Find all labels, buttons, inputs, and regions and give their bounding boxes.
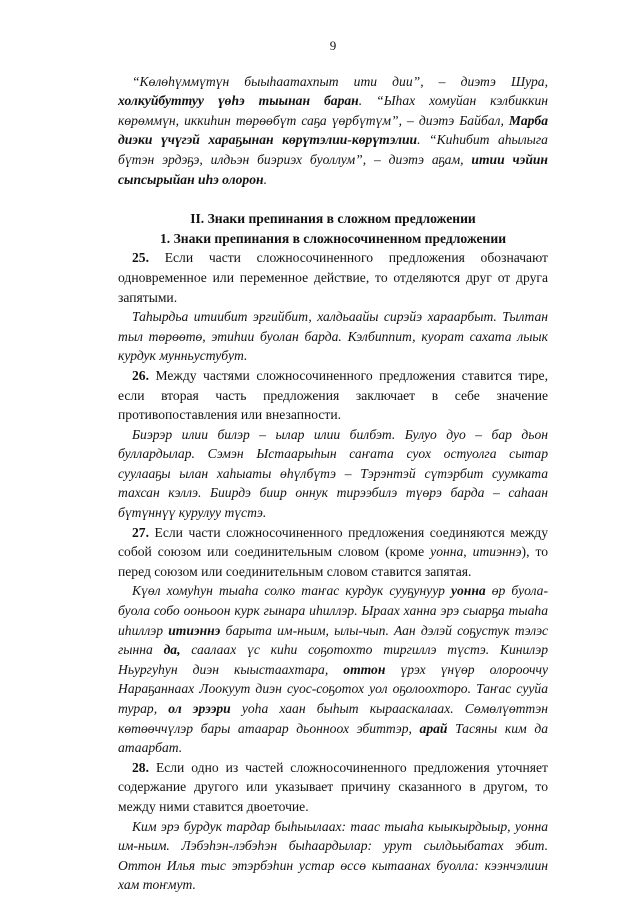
example-bold: итиэннэ	[168, 622, 221, 638]
section-subtitle: 1. Знаки препинания в сложносочиненном предложении	[159, 230, 507, 246]
rule-text: ), то перед союзом или соединительным словом ставится запятая.	[118, 544, 549, 579]
section-title: II. Знаки препинания в сложном предложении	[190, 211, 476, 227]
rule-text: Если одно из частей сложносочиненного предложения уточняет содержание другого или указывает причину сказанного в другом, то между ними ставится двоеточие.	[118, 759, 548, 814]
page-number: 9	[329, 38, 337, 53]
example-bold: да,	[163, 642, 181, 658]
rule-28	[118, 758, 548, 817]
example-bold: итии чэйин сыпсырыйан иһэ олорон	[118, 151, 548, 187]
example-text: . “Ыһах хомуйан кэлбиккин көрөммүн, иккиһин төрөөбүт саҕа үөрбүтүм”, – диэтэ Байбал,	[118, 93, 548, 128]
rule-27	[118, 523, 548, 582]
example-text: саалаах үс киһи соҕотохто тиргиллэ түстэ. Кинилэр Ньургуһун диэн кыыстаахтара,	[118, 642, 548, 677]
rule-number: 25.	[132, 250, 149, 266]
example-text: Күөл хомуһун тыаһа солко таҥас курдук сууҕунуур	[132, 583, 451, 599]
rule-25	[118, 248, 548, 307]
rule-text: Если части сложносочиненного предложения обозначают одновременное или переменное действие, то отделяются друг от друга запятыми.	[118, 250, 548, 305]
example-text: уоһа хаан быһыт кырааскалаах. Сөмөлүөттэн көтөөччүлэр бары атаарар дьонноох эбиттэр,	[118, 701, 548, 736]
rule-26	[118, 366, 548, 425]
rule-text: Между частями сложносочиненного предложения ставится тире, если вторая часть предложения заключает в себе значение противопоставления или внезапности.	[118, 367, 548, 423]
example-text: . “Киһибит аһылыга бүтэн эрдэҕэ, илдьэн биэриэх буоллум”, – диэтэ аҕам,	[118, 132, 548, 167]
example-text: өр буола-буола собо ооньоон курк гынара иһиллэр. Ыраах ханна эрэ сыарҕа тыаһа иһиллэр	[118, 583, 548, 638]
rule-number: 27.	[132, 524, 149, 540]
example-text: Тасяны ким да атаарбат.	[118, 720, 548, 756]
example-bold: холкуйбуттуу үөһэ тыынан баран	[118, 93, 359, 109]
example-bold: уонна	[450, 583, 486, 599]
rule-text: ,	[463, 544, 473, 560]
example-bold: Марба диэки үчүгэй хараҕынан көрүтэлии-көрүтэлии	[118, 112, 548, 148]
rule-italic-word: уонна	[430, 544, 464, 560]
example-text: үрэх үнүөр олорооччу Нараҕаннаах Лоокуут диэн суос-соҕотох уол оҕолоохторо. Таҥас сууйа турар,	[118, 661, 548, 716]
rule-26-example: Биэрэр илии билэр – ылар илии билбэт. Булуо дуо – бар дьон буллардылар. Сэмэн Ыстаарыһын саҥата суох остуолга сытар суулааҕы ылан хаһыаты өһүлбүтэ – Тэрэнтэй сүтэрбит суумката тахсан кэллэ. Биирдэ биир оннук тирээбилэ түөрэ барда – саһаан бүтүннүү курулуу түстэ.	[118, 426, 548, 521]
example-bold: ол эрээри	[168, 701, 231, 716]
rule-28-example: Ким эрэ бурдук тардар быһыылаах: таас тыаһа кыыкырдыыр, уонна им-ньим. Лэбэһэн-лэбэһэн быһаардылар: урут сылдьыбатах эбит. Оттон Илья тыс этэрбэһин устар өссө кытаанах буолла: кээнчэлиин хам тоҥмут.	[118, 818, 548, 893]
rule-number: 26.	[132, 367, 149, 383]
rule-text: Если части сложносочиненного предложения соединяются между собой союзом или соединительным словом (кроме	[118, 524, 548, 560]
example-bold: арай	[419, 720, 448, 736]
example-text: .	[263, 171, 267, 187]
rule-27-example	[118, 581, 548, 757]
rule-italic-word: итиэннэ	[472, 544, 522, 560]
rule-25-example: Таһырдьа итиибит эргийбит, халдьаайы сирэйэ хараарбыт. Тылтан тыл төрөөтө, этиһии буолан барда. Кэлбиппит, куорат сахата лыык курдук мунньустубут.	[118, 309, 548, 364]
example-bold: оттон	[343, 661, 386, 677]
rule-number: 28.	[132, 759, 149, 775]
example-text: барыта им-ньим, ылы-чып. Аан дэлэй соҕустук тэлэс гынна	[118, 622, 549, 658]
example-text: “Көлөһүммүтүн быыһаатахпыт ити дии”, – диэтэ Шура,	[132, 73, 548, 89]
intro-examples	[118, 72, 548, 190]
